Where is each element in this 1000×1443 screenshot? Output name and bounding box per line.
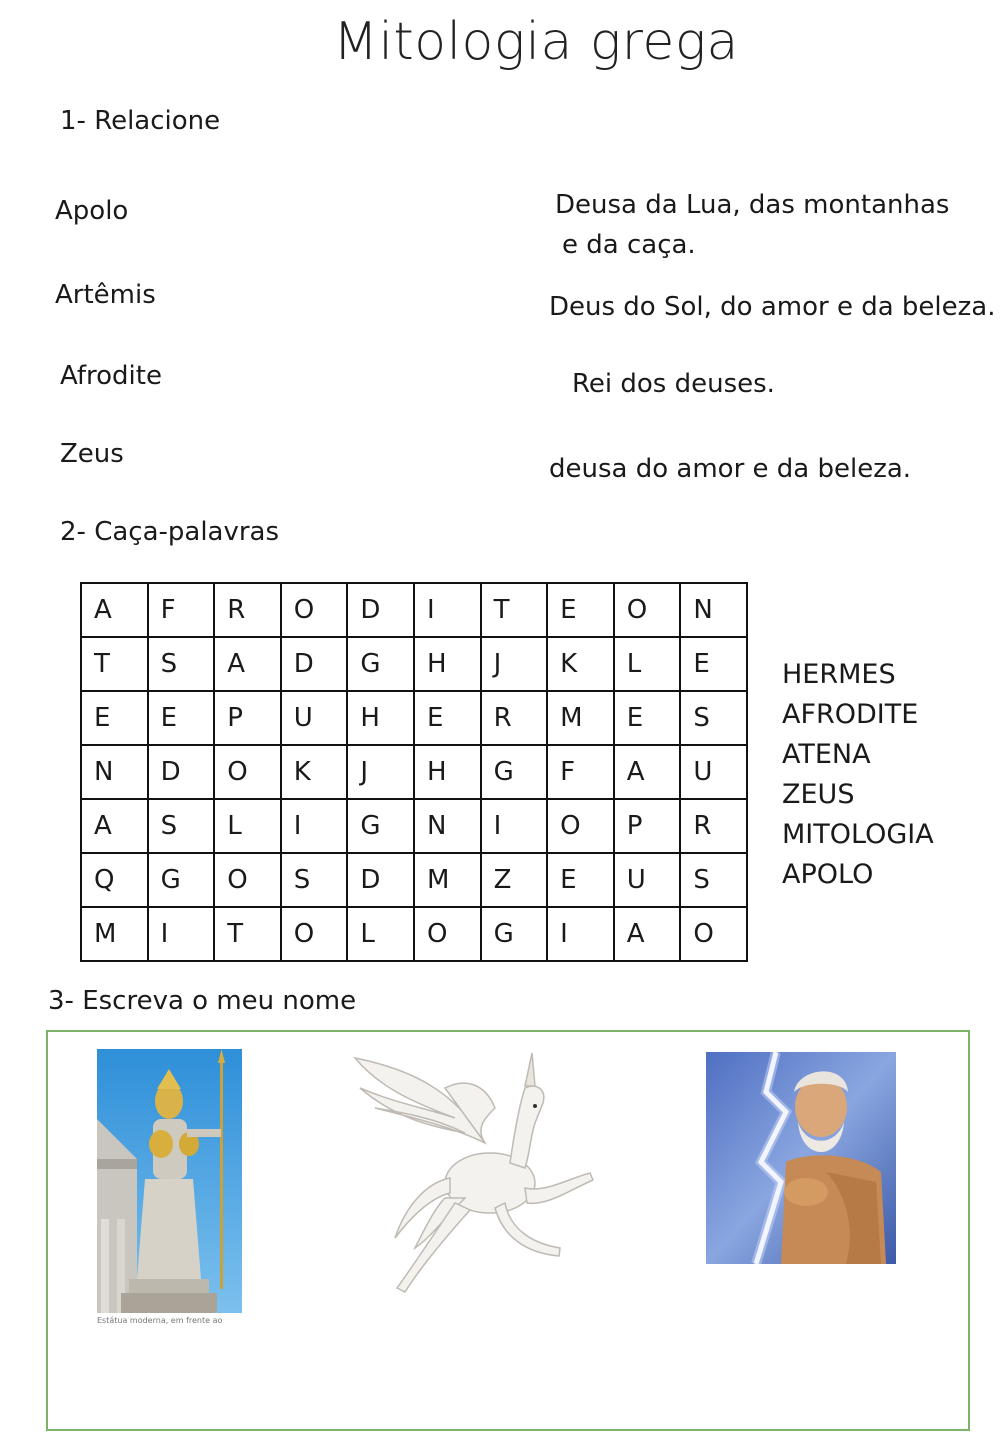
grid-cell[interactable]: A xyxy=(614,907,681,961)
section2-heading: 2- Caça-palavras xyxy=(60,517,280,547)
grid-row xyxy=(81,637,747,691)
grid-cell[interactable]: L xyxy=(214,799,281,853)
grid-cell[interactable]: H xyxy=(347,691,414,745)
grid-cell[interactable]: N xyxy=(414,799,481,853)
grid-cell[interactable]: M xyxy=(414,853,481,907)
grid-cell[interactable]: T xyxy=(81,637,148,691)
grid-cell[interactable]: I xyxy=(547,907,614,961)
grid-cell[interactable]: P xyxy=(614,799,681,853)
grid-cell[interactable]: E xyxy=(547,853,614,907)
grid-cell[interactable]: S xyxy=(148,799,215,853)
section3-heading: 3- Escreva o meu nome xyxy=(48,986,357,1016)
grid-cell[interactable]: G xyxy=(347,799,414,853)
grid-cell[interactable]: A xyxy=(214,637,281,691)
grid-cell[interactable]: R xyxy=(481,691,548,745)
match-desc-4: deusa do amor e da beleza. xyxy=(549,454,912,484)
grid-cell[interactable]: Z xyxy=(481,853,548,907)
grid-cell[interactable]: R xyxy=(680,799,747,853)
match-desc-3: Rei dos deuses. xyxy=(572,369,775,399)
grid-cell[interactable]: O xyxy=(281,907,348,961)
grid-cell[interactable]: Q xyxy=(81,853,148,907)
grid-row xyxy=(81,583,747,637)
grid-cell[interactable]: L xyxy=(347,907,414,961)
match-item-zeus: Zeus xyxy=(60,439,124,469)
grid-cell[interactable]: I xyxy=(148,907,215,961)
grid-row xyxy=(81,799,747,853)
grid-cell[interactable]: D xyxy=(347,853,414,907)
grid-cell[interactable]: K xyxy=(281,745,348,799)
page-title: Mitologia grega xyxy=(333,12,739,72)
grid-cell[interactable]: K xyxy=(547,637,614,691)
grid-row xyxy=(81,907,747,961)
grid-cell[interactable]: E xyxy=(614,691,681,745)
grid-cell[interactable]: M xyxy=(547,691,614,745)
grid-cell[interactable]: N xyxy=(81,745,148,799)
grid-cell[interactable]: A xyxy=(81,799,148,853)
image-caption: Estátua moderna, em frente ao xyxy=(97,1316,223,1325)
word-list-item: MITOLOGIA xyxy=(782,819,934,850)
grid-cell[interactable]: N xyxy=(680,583,747,637)
grid-cell[interactable]: T xyxy=(481,583,548,637)
word-list-item: APOLO xyxy=(782,859,874,890)
grid-cell[interactable]: H xyxy=(414,637,481,691)
pegasus-image xyxy=(335,1048,597,1300)
grid-cell[interactable]: O xyxy=(614,583,681,637)
grid-row xyxy=(81,745,747,799)
grid-cell[interactable]: D xyxy=(347,583,414,637)
grid-cell[interactable]: G xyxy=(481,745,548,799)
grid-cell[interactable]: G xyxy=(347,637,414,691)
match-item-apolo: Apolo xyxy=(55,196,129,226)
grid-cell[interactable]: I xyxy=(281,799,348,853)
grid-cell[interactable]: O xyxy=(680,907,747,961)
section1-heading: 1- Relacione xyxy=(60,106,221,136)
grid-cell[interactable]: S xyxy=(281,853,348,907)
grid-cell[interactable]: S xyxy=(680,691,747,745)
grid-cell[interactable]: A xyxy=(614,745,681,799)
grid-cell[interactable]: D xyxy=(281,637,348,691)
grid-cell[interactable]: O xyxy=(547,799,614,853)
grid-cell[interactable]: L xyxy=(614,637,681,691)
grid-cell[interactable]: O xyxy=(214,745,281,799)
grid-cell[interactable]: U xyxy=(281,691,348,745)
grid-row xyxy=(81,853,747,907)
grid-cell[interactable]: E xyxy=(547,583,614,637)
word-list-item: AFRODITE xyxy=(782,699,919,730)
word-search-grid xyxy=(80,582,748,962)
grid-cell[interactable]: U xyxy=(614,853,681,907)
grid-row xyxy=(81,691,747,745)
word-list-item: ATENA xyxy=(782,739,871,770)
grid-cell[interactable]: J xyxy=(481,637,548,691)
grid-cell[interactable]: F xyxy=(547,745,614,799)
match-desc-1a: Deusa da Lua, das montanhas xyxy=(555,190,950,220)
match-desc-2: Deus do Sol, do amor e da beleza. xyxy=(549,292,996,322)
grid-cell[interactable]: O xyxy=(414,907,481,961)
grid-cell[interactable]: I xyxy=(414,583,481,637)
grid-cell[interactable]: G xyxy=(148,853,215,907)
grid-cell[interactable]: H xyxy=(414,745,481,799)
grid-cell[interactable]: M xyxy=(81,907,148,961)
grid-cell[interactable]: I xyxy=(481,799,548,853)
grid-cell[interactable]: J xyxy=(347,745,414,799)
grid-cell[interactable]: A xyxy=(81,583,148,637)
match-item-afrodite: Afrodite xyxy=(60,361,162,391)
grid-cell[interactable]: E xyxy=(680,637,747,691)
grid-cell[interactable]: D xyxy=(148,745,215,799)
grid-cell[interactable]: E xyxy=(148,691,215,745)
grid-cell[interactable]: T xyxy=(214,907,281,961)
grid-cell[interactable]: E xyxy=(414,691,481,745)
match-desc-1b: e da caça. xyxy=(562,230,696,260)
grid-cell[interactable]: O xyxy=(281,583,348,637)
zeus-image xyxy=(706,1052,896,1264)
grid-cell[interactable]: F xyxy=(148,583,215,637)
grid-cell[interactable]: P xyxy=(214,691,281,745)
match-item-artemis: Artêmis xyxy=(55,280,156,310)
grid-cell[interactable]: S xyxy=(680,853,747,907)
athena-statue-image xyxy=(97,1049,242,1313)
grid-cell[interactable]: O xyxy=(214,853,281,907)
grid-cell[interactable]: R xyxy=(214,583,281,637)
word-list-item: HERMES xyxy=(782,659,896,690)
word-list-item: ZEUS xyxy=(782,779,855,810)
grid-cell[interactable]: G xyxy=(481,907,548,961)
word-list xyxy=(782,655,934,895)
grid-cell[interactable]: E xyxy=(81,691,148,745)
grid-cell[interactable]: U xyxy=(680,745,747,799)
grid-cell[interactable]: S xyxy=(148,637,215,691)
